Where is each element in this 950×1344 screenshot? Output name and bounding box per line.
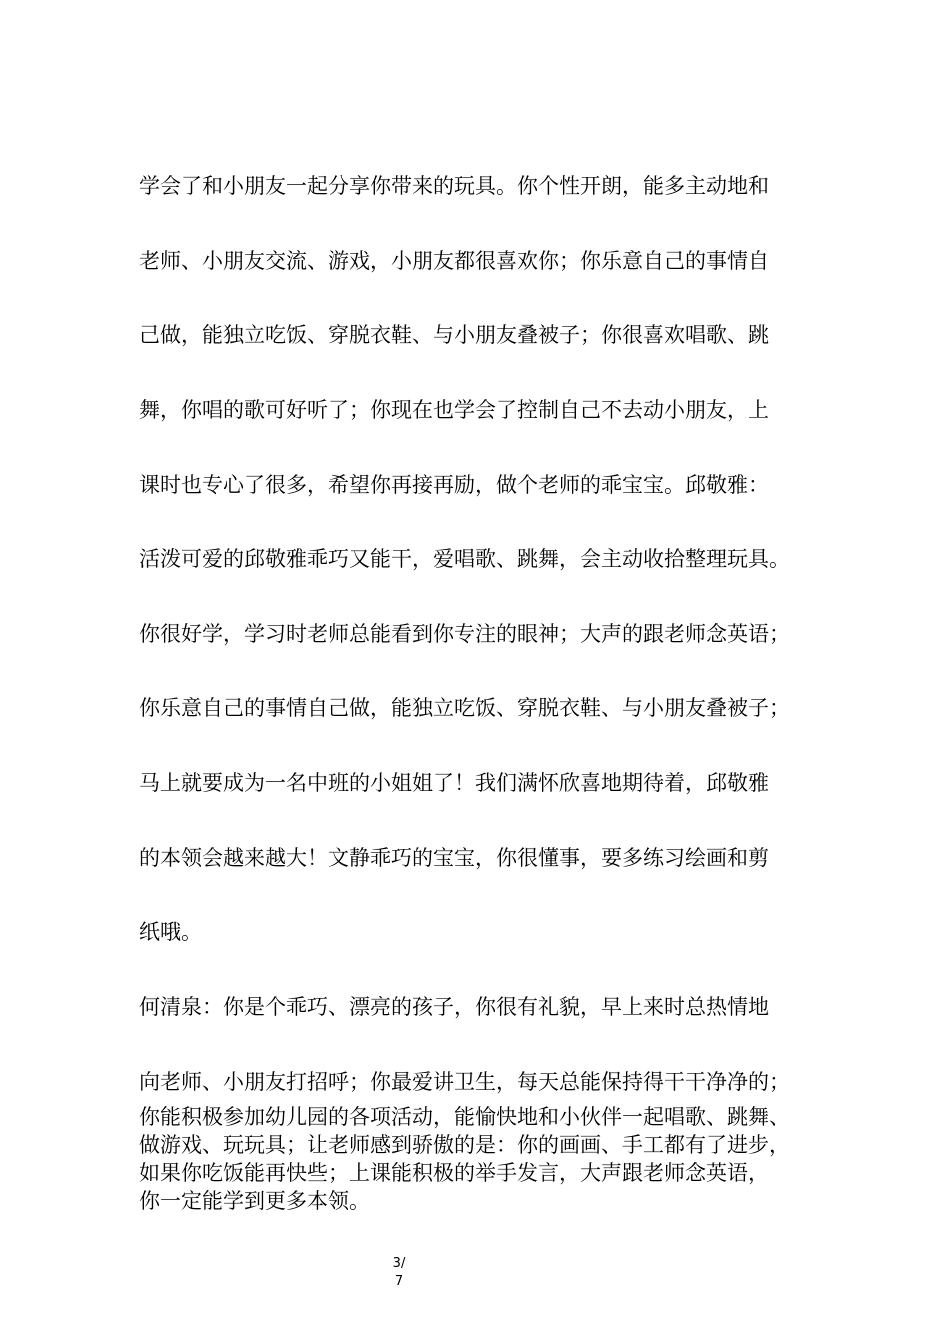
text-line: 你一定能学到更多本领。 bbox=[139, 1189, 370, 1213]
text-line: 向老师、小朋友打招呼；你最爱讲卫生，每天总能保持得干干净净的； bbox=[139, 1070, 790, 1094]
text-line: 舞，你唱的歌可好听了；你现在也学会了控制自己不去动小朋友，上 bbox=[139, 398, 769, 422]
text-line: 课时也专心了很多，希望你再接再励，做个老师的乖宝宝。邱敬雅： bbox=[139, 473, 769, 497]
text-line: 如果你吃饭能再快些；上课能积极的举手发言，大声跟老师念英语， bbox=[139, 1161, 769, 1185]
text-line: 你很好学，学习时老师总能看到你专注的眼神；大声的跟老师念英语； bbox=[139, 622, 790, 646]
text-line: 学会了和小朋友一起分享你带来的玩具。你个性开朗，能多主动地和 bbox=[139, 174, 769, 198]
text-line: 你乐意自己的事情自己做，能独立吃饭、穿脱衣鞋、与小朋友叠被子； bbox=[139, 696, 790, 720]
text-line: 老师、小朋友交流、游戏，小朋友都很喜欢你；你乐意自己的事情自 bbox=[139, 249, 769, 273]
text-line: 活泼可爱的邱敬雅乖巧又能干，爱唱歌、跳舞，会主动收拾整理玩具。 bbox=[139, 547, 790, 571]
text-line: 做游戏、玩玩具；让老师感到骄傲的是：你的画画、手工都有了进步， bbox=[139, 1133, 790, 1157]
text-line: 纸哦。 bbox=[139, 920, 202, 944]
page-number-bottom: 7 bbox=[394, 1274, 404, 1289]
text-line: 何清泉：你是个乖巧、漂亮的孩子，你很有礼貌，早上来时总热情地 bbox=[139, 995, 769, 1019]
text-line: 己做，能独立吃饭、穿脱衣鞋、与小朋友叠被子；你很喜欢唱歌、跳 bbox=[139, 323, 769, 347]
text-line: 你能积极参加幼儿园的各项活动，能愉快地和小伙伴一起唱歌、跳舞、 bbox=[139, 1105, 790, 1129]
text-line: 马上就要成为一名中班的小姐姐了！我们满怀欣喜地期待着，邱敬雅 bbox=[139, 771, 769, 795]
page-number-top: 3/ bbox=[392, 1256, 406, 1271]
text-line: 的本领会越来越大！文静乖巧的宝宝，你很懂事，要多练习绘画和剪 bbox=[139, 846, 769, 870]
